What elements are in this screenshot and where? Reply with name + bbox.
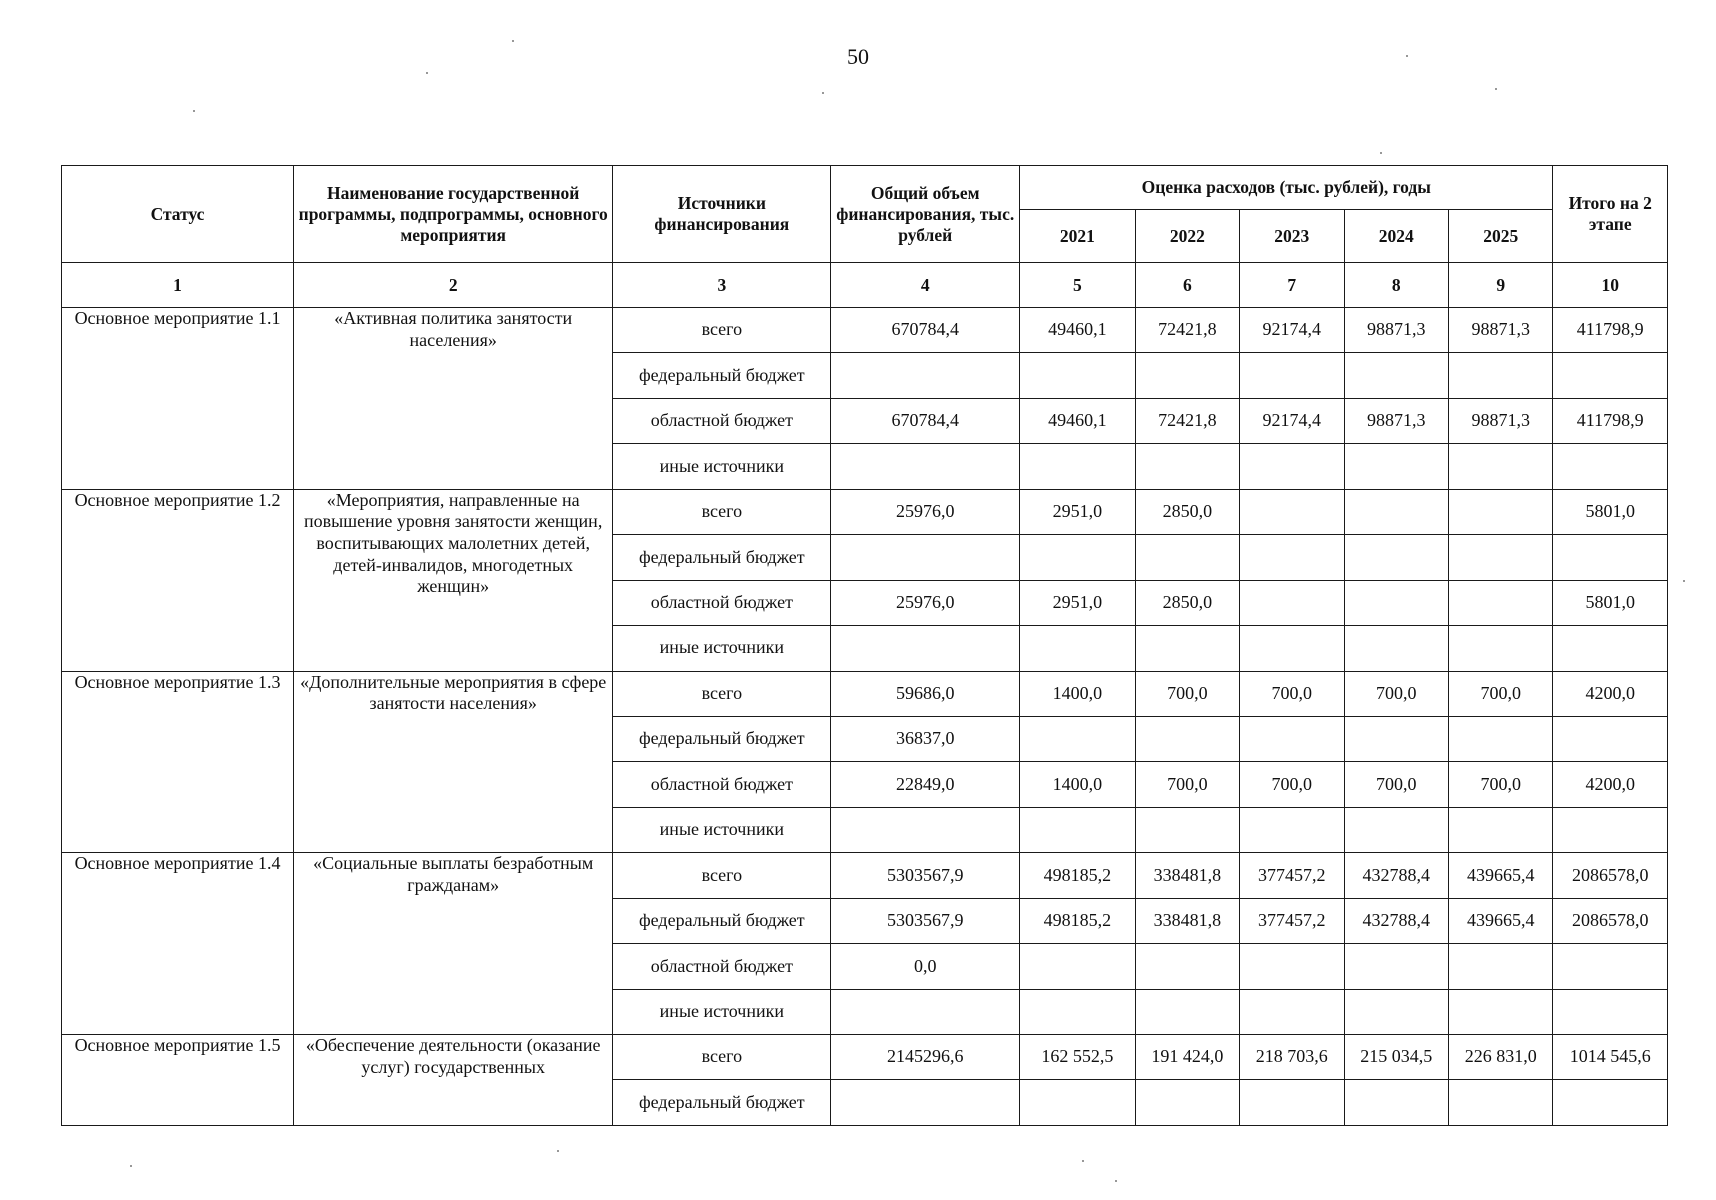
year-value-cell bbox=[1020, 1080, 1136, 1126]
year-value-cell: 377457,2 bbox=[1240, 853, 1344, 898]
year-value-cell: 92174,4 bbox=[1240, 398, 1344, 443]
year-value-cell bbox=[1448, 489, 1552, 534]
total-volume-cell: 25976,0 bbox=[831, 489, 1020, 534]
year-value-cell: 338481,8 bbox=[1135, 898, 1239, 943]
scan-speck bbox=[193, 110, 195, 112]
total-volume-cell bbox=[831, 444, 1020, 489]
year-value-cell bbox=[1135, 535, 1239, 580]
year-value-cell: 700,0 bbox=[1135, 762, 1239, 807]
header-estimate: Оценка расходов (тыс. рублей), годы bbox=[1020, 166, 1553, 210]
year-value-cell: 49460,1 bbox=[1020, 398, 1136, 443]
activity-status: Основное мероприятие 1.3 bbox=[62, 671, 294, 853]
header-year: 2025 bbox=[1448, 210, 1552, 263]
total-volume-cell: 0,0 bbox=[831, 944, 1020, 989]
column-number: 8 bbox=[1344, 263, 1448, 308]
stage-total-cell bbox=[1553, 1080, 1668, 1126]
year-value-cell: 700,0 bbox=[1448, 671, 1552, 716]
stage-total-cell bbox=[1553, 626, 1668, 671]
total-volume-cell bbox=[831, 353, 1020, 398]
year-value-cell: 226 831,0 bbox=[1448, 1035, 1552, 1080]
stage-total-cell: 5801,0 bbox=[1553, 580, 1668, 625]
year-value-cell: 700,0 bbox=[1448, 762, 1552, 807]
scan-speck bbox=[130, 1165, 132, 1167]
scan-speck bbox=[1082, 1160, 1084, 1162]
year-value-cell bbox=[1240, 989, 1344, 1034]
stage-total-cell: 411798,9 bbox=[1553, 398, 1668, 443]
scan-speck bbox=[822, 92, 824, 94]
year-value-cell bbox=[1020, 626, 1136, 671]
header-status: Статус bbox=[62, 166, 294, 263]
year-value-cell: 98871,3 bbox=[1448, 308, 1552, 353]
column-number: 6 bbox=[1135, 263, 1239, 308]
table-row bbox=[62, 853, 1668, 898]
year-value-cell bbox=[1020, 535, 1136, 580]
header-total-volume: Общий объем финансирования, тыс. рублей bbox=[831, 166, 1020, 263]
year-value-cell: 432788,4 bbox=[1344, 898, 1448, 943]
stage-total-cell: 4200,0 bbox=[1553, 671, 1668, 716]
column-number: 1 bbox=[62, 263, 294, 308]
year-value-cell bbox=[1240, 535, 1344, 580]
funding-source: всего bbox=[613, 308, 831, 353]
stage-total-cell bbox=[1553, 716, 1668, 761]
year-value-cell bbox=[1240, 807, 1344, 852]
year-value-cell bbox=[1020, 353, 1136, 398]
stage-total-cell: 411798,9 bbox=[1553, 308, 1668, 353]
year-value-cell: 498185,2 bbox=[1020, 853, 1136, 898]
year-value-cell bbox=[1240, 444, 1344, 489]
year-value-cell bbox=[1448, 626, 1552, 671]
column-number: 4 bbox=[831, 263, 1020, 308]
year-value-cell bbox=[1240, 944, 1344, 989]
total-volume-cell bbox=[831, 807, 1020, 852]
funding-source: федеральный бюджет bbox=[613, 1080, 831, 1126]
stage-total-cell bbox=[1553, 944, 1668, 989]
funding-source: федеральный бюджет bbox=[613, 716, 831, 761]
year-value-cell bbox=[1344, 989, 1448, 1034]
stage-total-cell: 5801,0 bbox=[1553, 489, 1668, 534]
year-value-cell: 700,0 bbox=[1240, 762, 1344, 807]
page-number: 50 bbox=[847, 44, 869, 69]
total-volume-cell: 2145296,6 bbox=[831, 1035, 1020, 1080]
funding-source: иные источники bbox=[613, 444, 831, 489]
activity-name: «Активная политика занятости населения» bbox=[294, 308, 613, 490]
funding-source: всего bbox=[613, 853, 831, 898]
header-stage-total: Итого на 2 этапе bbox=[1553, 166, 1668, 263]
column-number: 3 bbox=[613, 263, 831, 308]
header-year: 2024 bbox=[1344, 210, 1448, 263]
budget-table-body bbox=[62, 308, 1668, 1126]
year-value-cell bbox=[1344, 807, 1448, 852]
scan-speck bbox=[1683, 580, 1685, 582]
year-value-cell bbox=[1240, 580, 1344, 625]
activity-status: Основное мероприятие 1.2 bbox=[62, 489, 294, 671]
funding-source: федеральный бюджет bbox=[613, 898, 831, 943]
year-value-cell bbox=[1135, 807, 1239, 852]
year-value-cell: 439665,4 bbox=[1448, 853, 1552, 898]
year-value-cell: 1400,0 bbox=[1020, 671, 1136, 716]
total-volume-cell bbox=[831, 989, 1020, 1034]
stage-total-cell bbox=[1553, 353, 1668, 398]
year-value-cell: 218 703,6 bbox=[1240, 1035, 1344, 1080]
year-value-cell bbox=[1135, 444, 1239, 489]
funding-source: всего bbox=[613, 489, 831, 534]
scan-speck bbox=[426, 72, 428, 74]
year-value-cell bbox=[1020, 944, 1136, 989]
year-value-cell bbox=[1448, 716, 1552, 761]
header-year: 2022 bbox=[1135, 210, 1239, 263]
year-value-cell: 2850,0 bbox=[1135, 489, 1239, 534]
column-number: 5 bbox=[1020, 263, 1136, 308]
year-value-cell bbox=[1240, 716, 1344, 761]
header-year: 2023 bbox=[1240, 210, 1344, 263]
total-volume-cell: 5303567,9 bbox=[831, 898, 1020, 943]
year-value-cell: 191 424,0 bbox=[1135, 1035, 1239, 1080]
year-value-cell: 98871,3 bbox=[1344, 308, 1448, 353]
scan-speck bbox=[1495, 88, 1497, 90]
stage-total-cell: 1014 545,6 bbox=[1553, 1035, 1668, 1080]
total-volume-cell: 670784,4 bbox=[831, 308, 1020, 353]
stage-total-cell bbox=[1553, 444, 1668, 489]
table-row bbox=[62, 1035, 1668, 1080]
funding-source: иные источники bbox=[613, 807, 831, 852]
stage-total-cell: 4200,0 bbox=[1553, 762, 1668, 807]
year-value-cell bbox=[1344, 580, 1448, 625]
year-value-cell bbox=[1448, 580, 1552, 625]
column-number: 7 bbox=[1240, 263, 1344, 308]
year-value-cell bbox=[1448, 353, 1552, 398]
funding-source: всего bbox=[613, 671, 831, 716]
year-value-cell bbox=[1448, 944, 1552, 989]
year-value-cell bbox=[1240, 1080, 1344, 1126]
year-value-cell: 215 034,5 bbox=[1344, 1035, 1448, 1080]
year-value-cell bbox=[1020, 716, 1136, 761]
funding-source: федеральный бюджет bbox=[613, 535, 831, 580]
year-value-cell bbox=[1448, 444, 1552, 489]
stage-total-cell: 2086578,0 bbox=[1553, 898, 1668, 943]
year-value-cell bbox=[1448, 807, 1552, 852]
year-value-cell bbox=[1344, 626, 1448, 671]
year-value-cell bbox=[1020, 444, 1136, 489]
budget-table bbox=[61, 165, 1668, 1126]
year-value-cell bbox=[1448, 1080, 1552, 1126]
total-volume-cell bbox=[831, 626, 1020, 671]
scan-speck bbox=[557, 1150, 559, 1152]
year-value-cell: 2951,0 bbox=[1020, 489, 1136, 534]
scan-speck bbox=[1406, 55, 1408, 57]
funding-source: иные источники bbox=[613, 989, 831, 1034]
table-row bbox=[62, 671, 1668, 716]
header-sources: Источники финансирования bbox=[613, 166, 831, 263]
year-value-cell bbox=[1135, 1080, 1239, 1126]
year-value-cell: 72421,8 bbox=[1135, 308, 1239, 353]
year-value-cell bbox=[1240, 353, 1344, 398]
year-value-cell bbox=[1135, 716, 1239, 761]
year-value-cell bbox=[1020, 807, 1136, 852]
year-value-cell: 162 552,5 bbox=[1020, 1035, 1136, 1080]
stage-total-cell bbox=[1553, 989, 1668, 1034]
year-value-cell bbox=[1344, 444, 1448, 489]
total-volume-cell: 22849,0 bbox=[831, 762, 1020, 807]
funding-source: областной бюджет bbox=[613, 398, 831, 443]
stage-total-cell bbox=[1553, 807, 1668, 852]
table-row bbox=[62, 308, 1668, 353]
activity-name: «Мероприятия, направленные на повышение уровня занятости женщин, воспитывающих малолетних детей, детей-инвалидов, многодетных женщин» bbox=[294, 489, 613, 671]
activity-status: Основное мероприятие 1.1 bbox=[62, 308, 294, 490]
year-value-cell: 700,0 bbox=[1344, 762, 1448, 807]
stage-total-cell: 2086578,0 bbox=[1553, 853, 1668, 898]
year-value-cell: 700,0 bbox=[1344, 671, 1448, 716]
year-value-cell: 700,0 bbox=[1135, 671, 1239, 716]
column-number: 10 bbox=[1553, 263, 1668, 308]
scan-speck bbox=[512, 40, 514, 42]
stage-total-cell bbox=[1553, 535, 1668, 580]
header-year: 2021 bbox=[1020, 210, 1136, 263]
total-volume-cell: 670784,4 bbox=[831, 398, 1020, 443]
total-volume-cell: 25976,0 bbox=[831, 580, 1020, 625]
funding-source: областной бюджет bbox=[613, 762, 831, 807]
year-value-cell bbox=[1344, 535, 1448, 580]
activity-status: Основное мероприятие 1.4 bbox=[62, 853, 294, 1035]
total-volume-cell: 59686,0 bbox=[831, 671, 1020, 716]
activity-name: «Обеспечение деятельности (оказание услуг) государственных bbox=[294, 1035, 613, 1126]
scan-speck bbox=[1115, 1180, 1117, 1182]
total-volume-cell bbox=[831, 1080, 1020, 1126]
year-value-cell bbox=[1344, 353, 1448, 398]
year-value-cell bbox=[1448, 989, 1552, 1034]
activity-name: «Дополнительные мероприятия в сфере занятости населения» bbox=[294, 671, 613, 853]
year-value-cell: 377457,2 bbox=[1240, 898, 1344, 943]
year-value-cell bbox=[1344, 1080, 1448, 1126]
year-value-cell: 439665,4 bbox=[1448, 898, 1552, 943]
activity-name: «Социальные выплаты безработным гражданам» bbox=[294, 853, 613, 1035]
year-value-cell bbox=[1344, 716, 1448, 761]
year-value-cell bbox=[1344, 489, 1448, 534]
table-row bbox=[62, 489, 1668, 534]
year-value-cell: 1400,0 bbox=[1020, 762, 1136, 807]
year-value-cell: 98871,3 bbox=[1448, 398, 1552, 443]
total-volume-cell bbox=[831, 535, 1020, 580]
column-number: 9 bbox=[1448, 263, 1552, 308]
column-number: 2 bbox=[294, 263, 613, 308]
year-value-cell bbox=[1135, 944, 1239, 989]
total-volume-cell: 36837,0 bbox=[831, 716, 1020, 761]
funding-source: всего bbox=[613, 1035, 831, 1080]
year-value-cell: 432788,4 bbox=[1344, 853, 1448, 898]
year-value-cell bbox=[1135, 989, 1239, 1034]
year-value-cell: 98871,3 bbox=[1344, 398, 1448, 443]
year-value-cell: 700,0 bbox=[1240, 671, 1344, 716]
year-value-cell bbox=[1240, 489, 1344, 534]
year-value-cell bbox=[1240, 626, 1344, 671]
year-value-cell: 49460,1 bbox=[1020, 308, 1136, 353]
year-value-cell: 72421,8 bbox=[1135, 398, 1239, 443]
funding-source: областной бюджет bbox=[613, 580, 831, 625]
year-value-cell bbox=[1135, 353, 1239, 398]
year-value-cell bbox=[1135, 626, 1239, 671]
year-value-cell: 92174,4 bbox=[1240, 308, 1344, 353]
funding-source: иные источники bbox=[613, 626, 831, 671]
year-value-cell: 338481,8 bbox=[1135, 853, 1239, 898]
year-value-cell: 498185,2 bbox=[1020, 898, 1136, 943]
year-value-cell bbox=[1448, 535, 1552, 580]
activity-status: Основное мероприятие 1.5 bbox=[62, 1035, 294, 1126]
year-value-cell: 2951,0 bbox=[1020, 580, 1136, 625]
funding-source: областной бюджет bbox=[613, 944, 831, 989]
year-value-cell: 2850,0 bbox=[1135, 580, 1239, 625]
funding-source: федеральный бюджет bbox=[613, 353, 831, 398]
total-volume-cell: 5303567,9 bbox=[831, 853, 1020, 898]
scan-speck bbox=[1380, 152, 1382, 154]
year-value-cell bbox=[1344, 944, 1448, 989]
header-name: Наименование государственной программы, подпрограммы, основного мероприятия bbox=[294, 166, 613, 263]
year-value-cell bbox=[1020, 989, 1136, 1034]
